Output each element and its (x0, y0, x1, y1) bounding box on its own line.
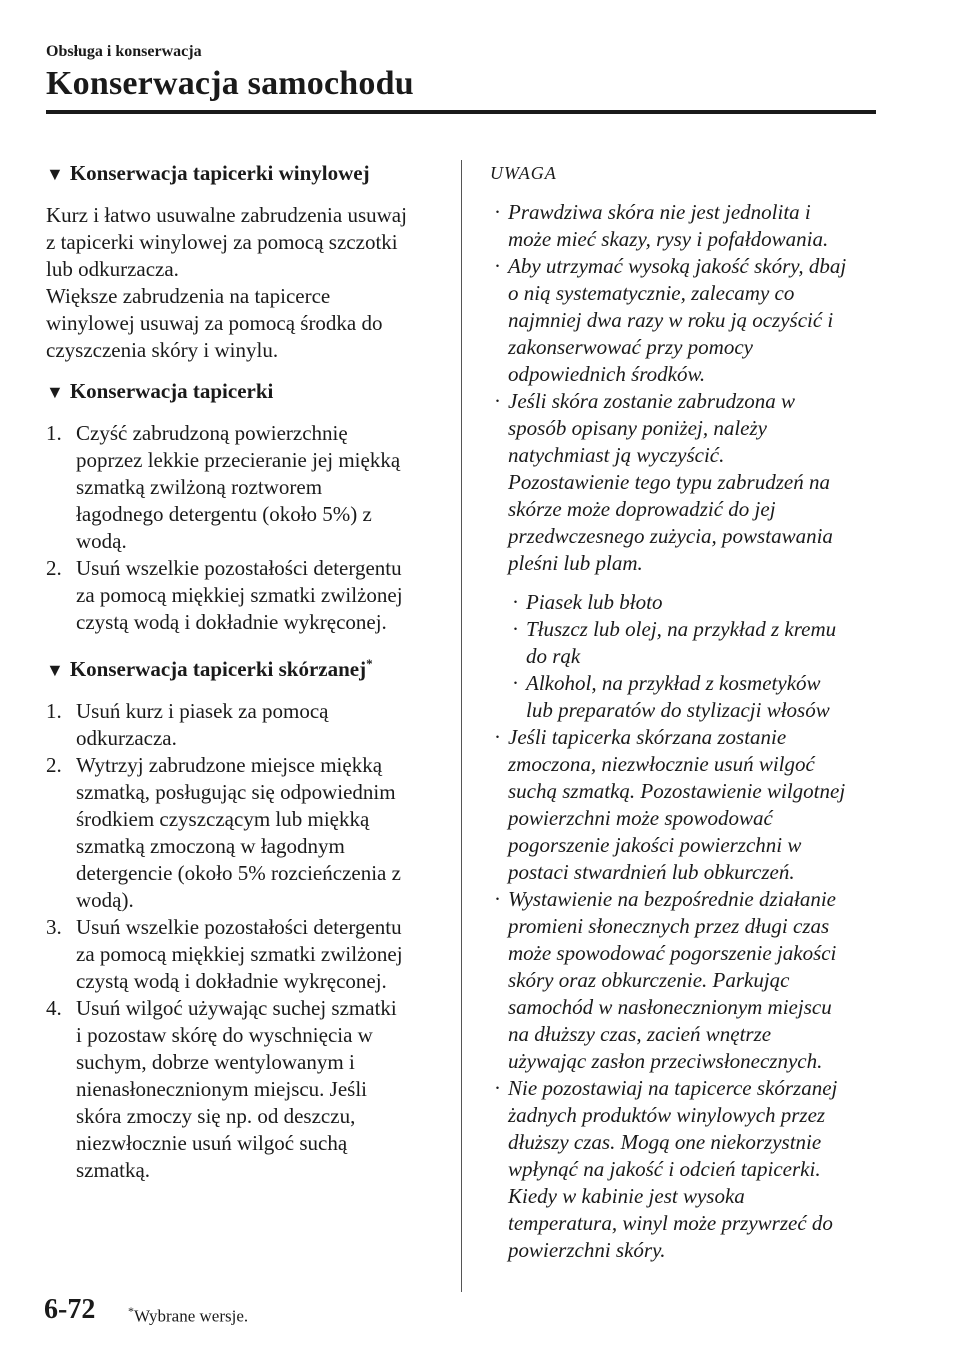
step-item (46, 995, 441, 1184)
text-line: temperatura, winyl może przywrzeć do (508, 1211, 833, 1235)
column-divider (461, 160, 462, 1292)
text-line: Alkohol, na przykład z kosmetyków (526, 671, 821, 695)
text-line: skórze może doprowadzić do jej (508, 497, 776, 521)
step-number: 4. (46, 996, 62, 1020)
step-item (46, 555, 441, 636)
text-line: niezwłocznie usuń wilgoć suchą (76, 1131, 348, 1155)
heading-vinyl (46, 160, 441, 188)
text-line: z tapicerki winylowej za pomocą szczotki (46, 230, 398, 254)
text-line: do rąk (526, 644, 581, 668)
footnote-text: Wybrane wersje. (134, 1306, 249, 1326)
text-line: Jeśli skóra zostanie zabrudzona w (508, 389, 796, 413)
note-sublist (508, 589, 890, 724)
text-line: natychmiast ją wyczyścić. (508, 443, 725, 467)
triangle-bullet-icon: ▼ (46, 382, 64, 402)
step-item (46, 914, 441, 995)
step-number: 1. (46, 421, 62, 445)
text-line: za pomocą miękkiej szmatki zwilżonej (76, 583, 403, 607)
text-line: suchym, dobrze wentylowanym i (76, 1050, 355, 1074)
page-header (46, 42, 414, 106)
text-line: odkurzacza. (76, 726, 177, 750)
vinyl-paragraph (46, 202, 441, 364)
bullet-dot-icon: · (494, 1076, 501, 1100)
footnote-mark: * (366, 656, 373, 671)
text-line: żadnych produktów winylowych przez (508, 1103, 826, 1127)
bullet-dot-icon: · (494, 887, 501, 911)
text-line: czystą wodą i dokładnie wykręconej. (76, 969, 387, 993)
text-line: czystą wodą i dokładnie wykręconej. (76, 610, 387, 634)
text-line: używając zasłon przeciwsłonecznych. (508, 1049, 823, 1073)
step-item (46, 420, 441, 555)
text-line: pleśni lub plam. (508, 551, 643, 575)
note-item (490, 886, 890, 1075)
note-item (490, 388, 890, 724)
text-line: sposób opisany poniżej, należy (508, 416, 767, 440)
text-line: Wytrzyj zabrudzone miejsce miękką (76, 753, 383, 777)
bullet-dot-icon: · (494, 389, 501, 413)
footnote-mark: * (128, 1304, 134, 1318)
text-line: powierzchni może spowodować (508, 806, 773, 830)
text-line: skóra zmoczy się np. od deszczu, (76, 1104, 356, 1128)
text-line: Jeśli tapicerka skórzana zostanie (508, 725, 787, 749)
heading-vinyl-text: Konserwacja tapicerki winylowej (69, 161, 370, 185)
note-item (490, 1075, 890, 1264)
text-line: zmoczona, niezwłocznie usuń wilgoć (508, 752, 815, 776)
text-line: Nie pozostawiaj na tapicerce skórzanej (508, 1076, 838, 1100)
bullet-dot-icon: · (512, 590, 519, 614)
text-line: czyszczenia skóry i winylu. (46, 338, 279, 362)
upholstery-steps (46, 420, 441, 636)
text-line: Usuń kurz i piasek za pomocą (76, 699, 329, 723)
note-list (490, 199, 890, 1264)
text-line: szmatką zwilżoną roztworem (76, 475, 323, 499)
text-line: powierzchni skóry. (508, 1238, 666, 1262)
triangle-bullet-icon: ▼ (46, 164, 64, 184)
page-number: 6-72 (44, 1294, 96, 1325)
text-line: szmatką. (76, 1158, 151, 1182)
text-line: poprzez lekkie przecieranie jej miękką (76, 448, 401, 472)
step-item (46, 698, 441, 752)
right-column (490, 160, 890, 1264)
page-title: Konserwacja samochodu (46, 65, 414, 102)
step-number: 3. (46, 915, 62, 939)
sub-item (508, 589, 890, 616)
heading-upholstery-text: Konserwacja tapicerki (69, 379, 274, 403)
text-line: na dłuższy czas, zacień wnętrze (508, 1022, 772, 1046)
text-line: Kiedy w kabinie jest wysoka (508, 1184, 745, 1208)
bullet-dot-icon: · (512, 617, 519, 641)
text-line: wodą). (76, 888, 134, 912)
leather-steps (46, 698, 441, 1184)
bullet-dot-icon: · (512, 671, 519, 695)
text-line: lub odkurzacza. (46, 257, 179, 281)
text-line: postaci stwardnień lub obkurczeń. (508, 860, 795, 884)
text-line: dłuższy czas. Mogą one niekorzystnie (508, 1130, 822, 1154)
step-item (46, 752, 441, 914)
sub-item (508, 616, 890, 670)
text-line: nienasłonecznionym miejscu. Jeśli (76, 1077, 368, 1101)
text-line: środkiem czyszczącym lub miękką (76, 807, 370, 831)
text-line: łagodnego detergentu (około 5%) z (76, 502, 372, 526)
footnote (128, 1304, 248, 1327)
text-line: przedwczesnego zużycia, powstawania (508, 524, 833, 548)
text-line: Usuń wszelkie pozostałości detergentu (76, 915, 402, 939)
text-line: lub preparatów do stylizacji włosów (526, 698, 830, 722)
text-line: zakonserwować przy pomocy (508, 335, 753, 359)
header-rule (46, 110, 876, 114)
triangle-bullet-icon: ▼ (46, 660, 64, 680)
text-line: o nią systematycznie, zalecamy co (508, 281, 795, 305)
text-line: wodą. (76, 529, 127, 553)
text-line: odpowiednich środków. (508, 362, 706, 386)
note-item (490, 199, 890, 253)
left-column (46, 160, 441, 1198)
text-line: Tłuszcz lub olej, na przykład z kremu (526, 617, 837, 641)
note-item (490, 253, 890, 388)
sub-item (508, 670, 890, 724)
text-line: promieni słonecznych przez długi czas (508, 914, 830, 938)
heading-leather (46, 650, 441, 684)
text-line: najmniej dwa razy w roku ją oczyścić i (508, 308, 834, 332)
text-line: winylowej usuwaj za pomocą środka do (46, 311, 383, 335)
text-line: Wystawienie na bezpośrednie działanie (508, 887, 836, 911)
text-line: Pozostawienie tego typu zabrudzeń na (508, 470, 830, 494)
text-line: szmatką, posługując się odpowiednim (76, 780, 396, 804)
text-line: i pozostaw skórę do wyschnięcia w (76, 1023, 373, 1047)
note-title: UWAGA (490, 163, 557, 183)
step-number: 1. (46, 699, 62, 723)
text-line: Większe zabrudzenia na tapicerce (46, 284, 331, 308)
text-line: Piasek lub błoto (526, 590, 663, 614)
heading-upholstery (46, 378, 441, 406)
section-label: Obsługa i konserwacja (46, 43, 202, 60)
step-number: 2. (46, 556, 62, 580)
text-line: Aby utrzymać wysoką jakość skóry, dbaj (508, 254, 847, 278)
text-line: skóry oraz obkurczenie. Parkując (508, 968, 790, 992)
heading-leather-text: Konserwacja tapicerki skórzanej (69, 657, 367, 681)
text-line: za pomocą miękkiej szmatki zwilżonej (76, 942, 403, 966)
text-line: Usuń wilgoć używając suchej szmatki (76, 996, 397, 1020)
note-item (490, 724, 890, 886)
text-line: szmatką zmoczoną w łagodnym (76, 834, 345, 858)
text-line: suchą szmatką. Pozostawienie wilgotnej (508, 779, 846, 803)
text-line: Czyść zabrudzoną powierzchnię (76, 421, 348, 445)
text-line: Usuń wszelkie pozostałości detergentu (76, 556, 402, 580)
text-line: Kurz i łatwo usuwalne zabrudzenia usuwaj (46, 203, 407, 227)
text-line: samochód w nasłonecznionym miejscu (508, 995, 832, 1019)
text-line: pogorszenie jakości powierzchni w (508, 833, 802, 857)
bullet-dot-icon: · (494, 254, 501, 278)
text-line: wpłynąć na jakość i odcień tapicerki. (508, 1157, 821, 1181)
bullet-dot-icon: · (494, 200, 501, 224)
text-line: może mieć skazy, rysy i pofałdowania. (508, 227, 829, 251)
step-number: 2. (46, 753, 62, 777)
text-line: może spowodować pogorszenie jakości (508, 941, 837, 965)
text-line: Prawdziwa skóra nie jest jednolita i (508, 200, 811, 224)
bullet-dot-icon: · (494, 725, 501, 749)
text-line: detergencie (około 5% rozcieńczenia z (76, 861, 401, 885)
